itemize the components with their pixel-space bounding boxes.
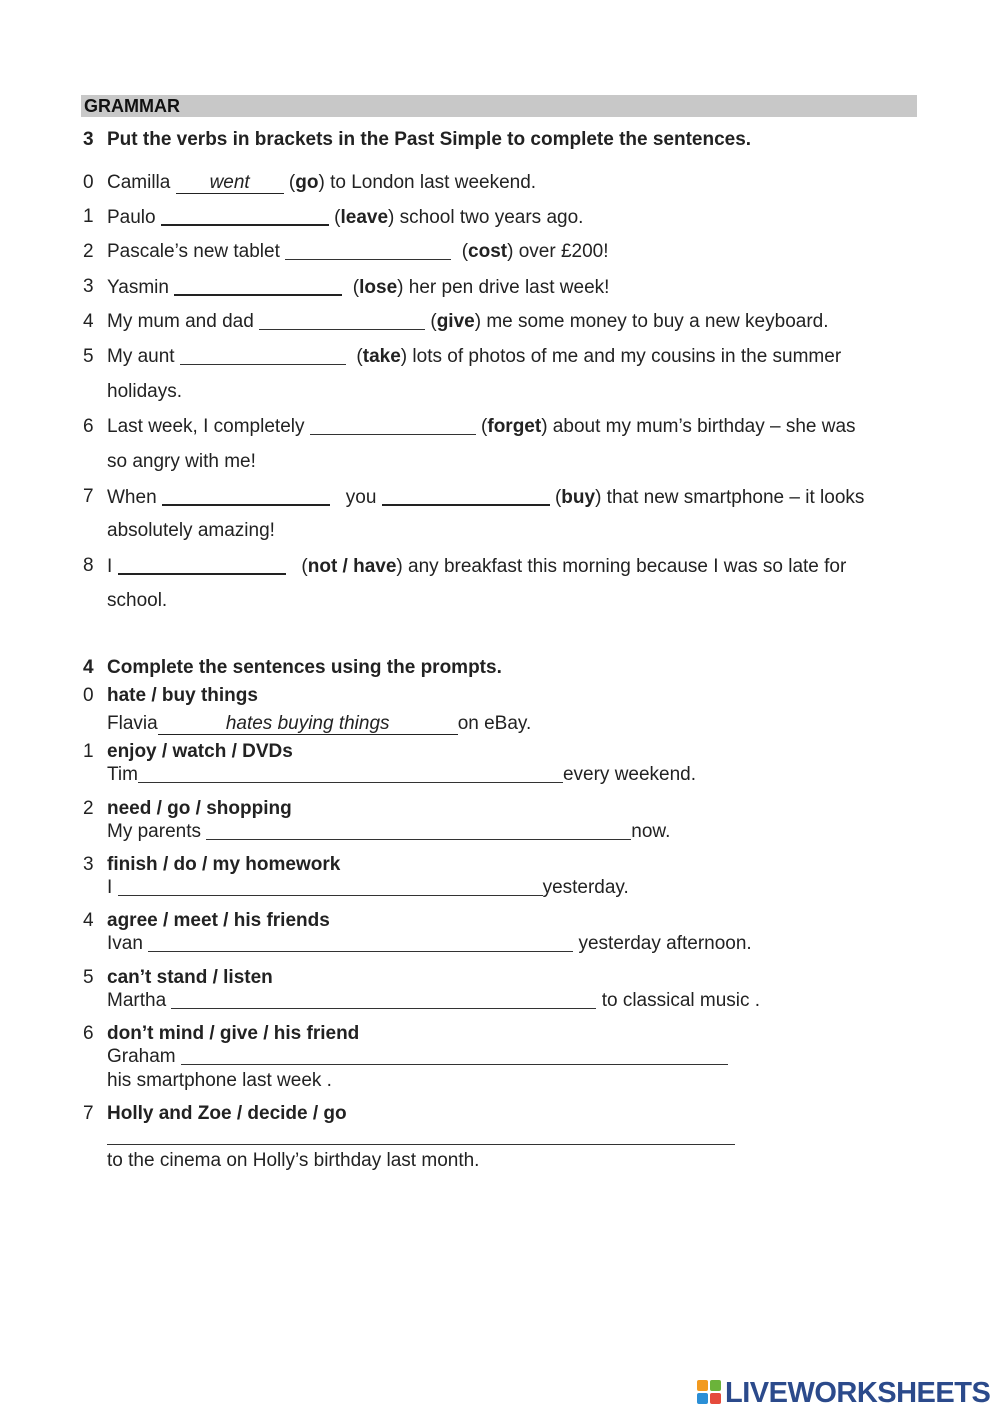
answer-blank[interactable] <box>259 311 425 330</box>
answer-blank[interactable] <box>174 276 342 296</box>
item-number: 1 <box>83 741 94 762</box>
ex4-item-6: Graham <box>107 1046 728 1068</box>
ex3-item-2: Pascale’s new tablet (cost) over £200! <box>107 241 609 262</box>
ex3-item-8-cont: school. <box>107 590 168 611</box>
liveworksheets-logo[interactable] <box>697 1378 990 1408</box>
exercise-4-number: 4 <box>83 657 94 678</box>
ex4-item-6-end: his smartphone last week . <box>107 1070 332 1091</box>
item-number: 3 <box>83 276 94 297</box>
ex3-item-1: Paulo (leave) school two years ago. <box>107 207 584 228</box>
ex3-item-7-cont: absolutely amazing! <box>107 520 275 541</box>
item-number: 2 <box>83 241 94 262</box>
ex3-item-5: My aunt (take) lots of photos of me and my cousins in the summer <box>107 346 842 367</box>
answer-blank[interactable] <box>310 416 476 435</box>
example-answer: hates buying things <box>158 714 458 735</box>
ex3-item-6: Last week, I completely (forget) about my mum’s birthday – she was <box>107 416 856 437</box>
ex4-prompt-7: Holly and Zoe / decide / go <box>107 1103 347 1124</box>
ex4-item-5: Martha to classical music . <box>107 990 761 1011</box>
exercise-3-number: 3 <box>83 129 94 150</box>
ex3-item-3: Yasmin (lose) her pen drive last week! <box>107 277 610 298</box>
ex4-prompt-6: don’t mind / give / his friend <box>107 1023 360 1044</box>
item-number: 0 <box>83 172 94 193</box>
item-number: 2 <box>83 798 94 819</box>
ex4-item-2: My parents now. <box>107 821 671 842</box>
answer-blank[interactable] <box>148 933 573 952</box>
answer-blank[interactable] <box>118 877 543 896</box>
answer-blank[interactable] <box>118 555 286 575</box>
answer-blank[interactable] <box>181 1046 728 1065</box>
ex4-item-1: Tim every weekend. <box>107 764 697 785</box>
logo-mark-icon <box>697 1380 723 1406</box>
exercise-4-instruction: Complete the sentences using the prompts. <box>107 657 502 678</box>
item-number: 0 <box>83 685 94 706</box>
item-number: 8 <box>83 555 94 576</box>
example-answer: went <box>176 173 284 194</box>
ex3-item-7: When you (buy) that new smartphone – it looks <box>107 487 865 508</box>
item-number: 5 <box>83 346 94 367</box>
answer-blank[interactable] <box>162 486 330 506</box>
item-number: 5 <box>83 967 94 988</box>
ex4-prompt-4: agree / meet / his friends <box>107 910 330 931</box>
ex4-prompt-3: finish / do / my homework <box>107 854 341 875</box>
answer-blank[interactable] <box>206 821 631 840</box>
answer-blank[interactable] <box>382 486 550 506</box>
ex3-item-5-cont: holidays. <box>107 381 182 402</box>
ex4-item-4: Ivan yesterday afternoon. <box>107 933 752 954</box>
answer-blank[interactable] <box>285 241 451 260</box>
section-heading-bar <box>81 95 917 117</box>
item-number: 6 <box>83 1023 94 1044</box>
ex3-item-6-cont: so angry with me! <box>107 451 256 472</box>
brand-name: LIVEWORKSHEETS <box>725 1376 991 1409</box>
answer-blank[interactable] <box>107 1144 735 1145</box>
ex4-prompt-0: hate / buy things <box>107 685 258 706</box>
answer-blank[interactable] <box>161 206 329 226</box>
ex4-item-0: Flavia hates buying things on eBay. <box>107 713 532 734</box>
ex3-item-8: I (not / have) any breakfast this morning because I was so late for <box>107 556 847 577</box>
ex4-item-3: I yesterday. <box>107 877 629 898</box>
section-heading: GRAMMAR <box>84 96 180 116</box>
ex4-prompt-1: enjoy / watch / DVDs <box>107 741 293 762</box>
answer-blank[interactable] <box>180 346 346 365</box>
item-number: 3 <box>83 854 94 875</box>
answer-blank[interactable] <box>171 990 596 1009</box>
item-number: 4 <box>83 311 94 332</box>
item-number: 6 <box>83 416 94 437</box>
ex4-prompt-2: need / go / shopping <box>107 798 292 819</box>
item-number: 1 <box>83 206 94 227</box>
ex4-prompt-5: can’t stand / listen <box>107 967 273 988</box>
answer-blank[interactable] <box>138 764 563 783</box>
exercise-3-instruction: Put the verbs in brackets in the Past Simple to complete the sentences. <box>107 129 752 150</box>
ex3-item-4: My mum and dad (give) me some money to buy a new keyboard. <box>107 311 829 332</box>
ex3-item-0: Camilla went (go) to London last weekend. <box>107 172 537 193</box>
item-number: 7 <box>83 486 94 507</box>
item-number: 7 <box>83 1103 94 1124</box>
item-number: 4 <box>83 910 94 931</box>
ex4-item-7-end: to the cinema on Holly’s birthday last month. <box>107 1150 480 1171</box>
